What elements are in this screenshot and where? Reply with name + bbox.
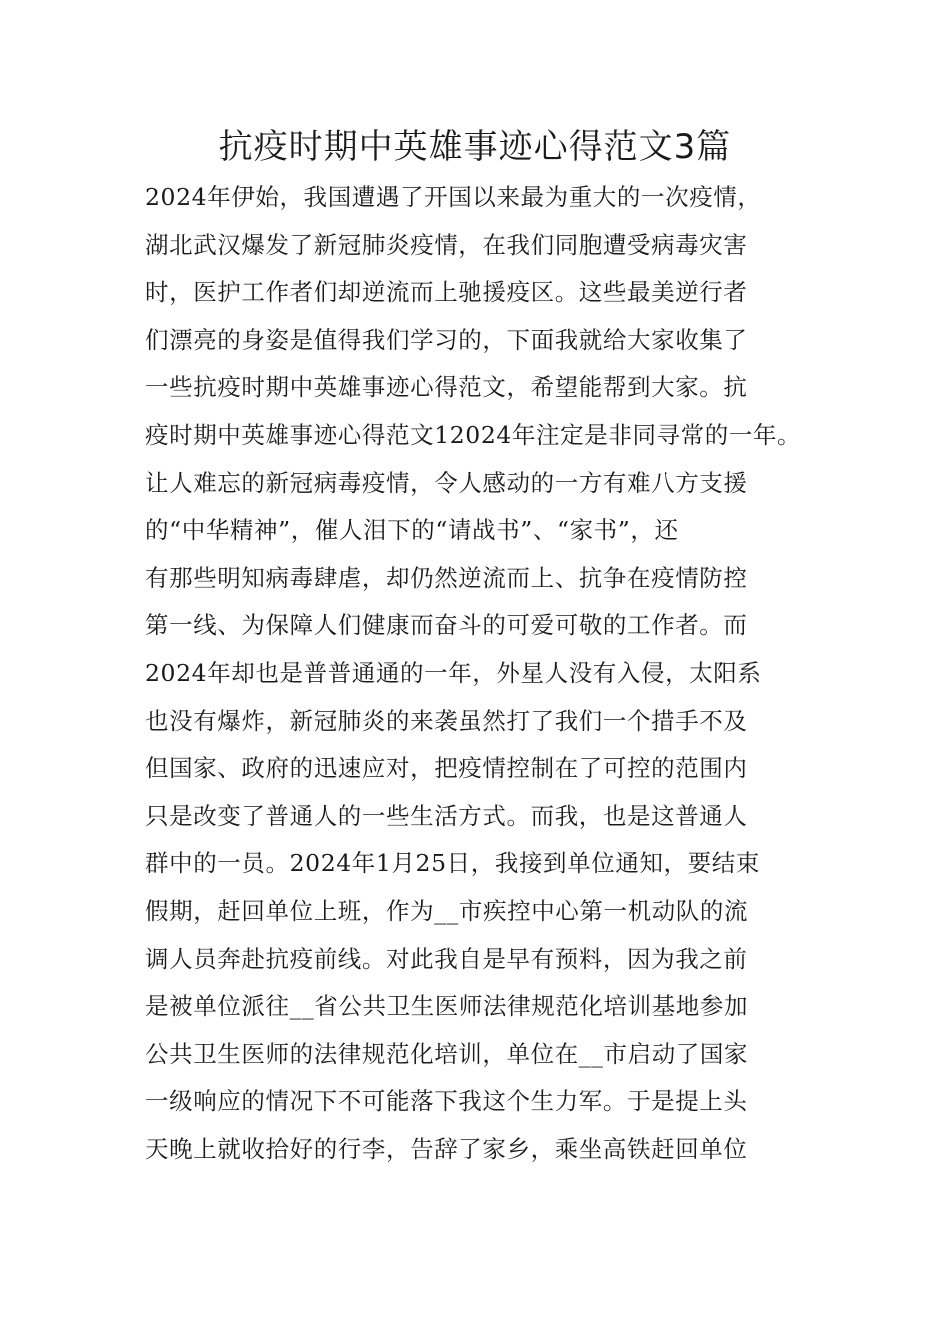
body-line: 时，医护工作者们却逆流而上驰援疫区。这些最美逆行者 bbox=[145, 278, 748, 307]
body-line: 但国家、政府的迅速应对，把疫情控制在了可控的范围内 bbox=[145, 754, 748, 783]
body-line: 一级响应的情况下不可能落下我这个生力军。于是提上头 bbox=[145, 1087, 748, 1116]
document-title: 抗疫时期中英雄事迹心得范文3篇 bbox=[218, 127, 732, 167]
body-line: 群中的一员。2024年1月25日，我接到单位通知，要结束 bbox=[145, 849, 760, 878]
body-line: 让人难忘的新冠病毒疫情，令人感动的一方有难八方支援 bbox=[145, 468, 748, 497]
body-line: 只是改变了普通人的一些生活方式。而我，也是这普通人 bbox=[145, 801, 748, 830]
body-line: 天晚上就收拾好的行李，告辞了家乡，乘坐高铁赶回单位 bbox=[145, 1134, 748, 1163]
body-line: 调人员奔赴抗疫前线。对此我自是早有预料，因为我之前 bbox=[145, 944, 748, 973]
body-line: 的“中华精神”，催人泪下的“请战书”、“家书”，还 bbox=[145, 516, 679, 545]
body-line: 有那些明知病毒肆虐，却仍然逆流而上、抗争在疫情防控 bbox=[145, 563, 748, 592]
body-line: 2024年伊始，我国遭遇了开国以来最为重大的一次疫情， bbox=[145, 183, 762, 211]
body-line: 疫时期中英雄事迹心得范文12024年注定是非同寻常的一年。 bbox=[145, 420, 802, 449]
body-line: 第一线、为保障人们健康而奋斗的可爱可敬的工作者。而 bbox=[145, 611, 748, 640]
body-line: 也没有爆炸，新冠肺炎的来袭虽然打了我们一个措手不及 bbox=[145, 706, 748, 735]
body-line: 假期，赶回单位上班，作为__市疾控中心第一机动队的流 bbox=[145, 896, 749, 925]
body-line: 们漂亮的身姿是值得我们学习的，下面我就给大家收集了 bbox=[145, 325, 748, 354]
body-line: 是被单位派往__省公共卫生医师法律规范化培训基地参加 bbox=[145, 992, 749, 1021]
body-line: 湖北武汉爆发了新冠肺炎疫情，在我们同胞遭受病毒灾害 bbox=[145, 230, 748, 259]
body-line: 公共卫生医师的法律规范化培训，单位在__市启动了国家 bbox=[145, 1039, 749, 1068]
body-line: 2024年却也是普普通通的一年，外星人没有入侵，太阳系 bbox=[145, 658, 762, 687]
document-body bbox=[145, 174, 825, 1173]
body-line: 一些抗疫时期中英雄事迹心得范文，希望能帮到大家。抗 bbox=[145, 373, 748, 402]
